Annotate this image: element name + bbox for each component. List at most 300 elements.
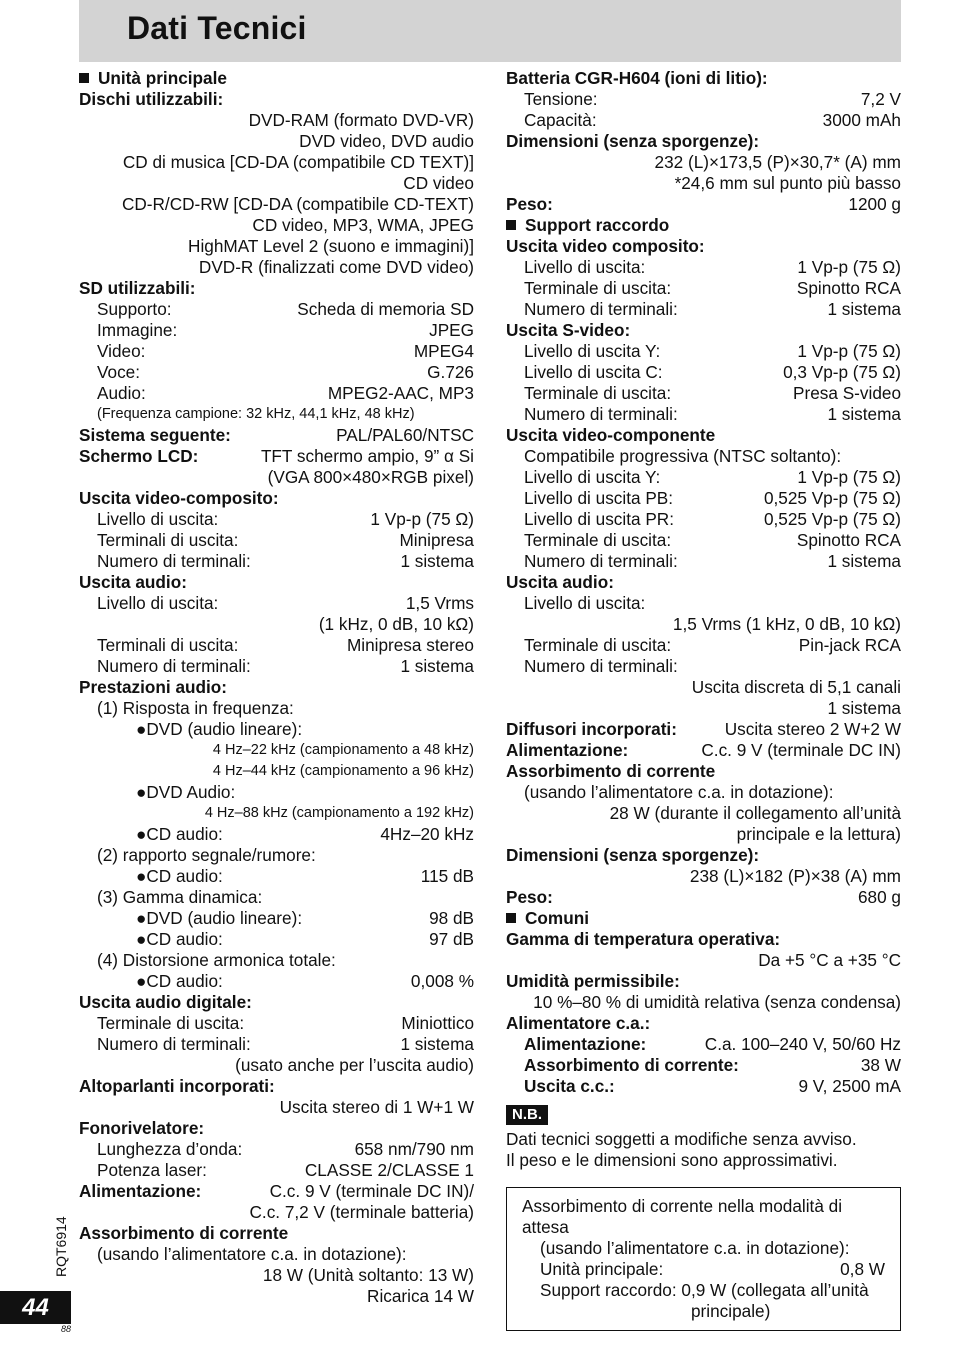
spec-value: 4 Hz–88 kHz (campionamento a 192 kHz): [204, 805, 474, 821]
spec-value: 1 sistema: [827, 551, 901, 571]
spec-label: [524, 530, 671, 551]
spec-heading: [79, 992, 252, 1013]
spec-value: 232 (L)×173,5 (P)×30,7* (A) mm: [654, 152, 901, 172]
spec-label-text: Support raccordo: [525, 215, 670, 235]
spec-value: 1 sistema: [827, 404, 901, 424]
spec-line: [79, 614, 474, 635]
spec-label-text: ●CD audio:: [136, 866, 223, 886]
spec-label-text: Assorbimento di corrente nella modalità di: [522, 1196, 843, 1216]
spec-label-text: Alimentazione:: [506, 740, 629, 760]
spec-label-text: Uscita audio:: [506, 572, 614, 592]
spec-label: [136, 908, 302, 929]
spec-label: [524, 257, 645, 278]
spec-line: [522, 1259, 885, 1280]
spec-label: [524, 383, 671, 404]
spec-label: [540, 1280, 869, 1301]
spec-line: [79, 488, 474, 509]
spec-value: Presa S-video: [793, 383, 901, 403]
spec-heading: [79, 89, 223, 110]
spec-line: [79, 1160, 474, 1181]
spec-value: 98 dB: [429, 908, 474, 928]
spec-label-text: Tensione:: [524, 89, 598, 109]
spec-value: 38 W: [860, 1055, 901, 1075]
spec-line: [79, 383, 474, 404]
spec-line: [506, 677, 901, 698]
spec-label: [97, 1034, 251, 1055]
nb-line: [506, 1129, 901, 1150]
spec-label: [97, 341, 145, 362]
spec-label-text: Terminale di uscita:: [524, 383, 672, 403]
spec-line: [79, 1034, 474, 1055]
spec-label: [97, 299, 172, 320]
spec-label: [524, 404, 678, 425]
spec-line: [79, 509, 474, 530]
spec-line: [506, 320, 901, 341]
spec-label: [97, 887, 262, 908]
spec-line: [79, 425, 474, 446]
spec-label: [97, 362, 140, 383]
spec-label: [691, 1301, 770, 1322]
spec-value: 0,008 %: [410, 971, 474, 991]
spec-heading: [506, 68, 768, 89]
title-bar: [79, 0, 901, 62]
spec-line: [506, 908, 901, 929]
spec-value: C.c. 9 V (terminale DC IN): [701, 740, 901, 760]
spec-line: [79, 341, 474, 362]
spec-value: 10 %–80 % di umidità relativa (senza condensa): [533, 992, 901, 1012]
spec-value: 1200 g: [848, 194, 901, 214]
spec-line: [506, 866, 901, 887]
spec-label: [97, 1160, 207, 1181]
spec-label-text: Diffusori incorporati:: [506, 719, 677, 739]
spec-label: [97, 635, 238, 656]
spec-value: 0,8 W: [840, 1259, 885, 1279]
spec-value: 4 Hz–44 kHz (campionamento a 96 kHz): [212, 763, 474, 779]
spec-value: 658 nm/790 nm: [354, 1139, 474, 1159]
spec-heading: [524, 1034, 646, 1055]
spec-label-text: Comuni: [525, 908, 589, 928]
spec-value: 680 g: [857, 887, 901, 907]
spec-value: PAL/PAL60/NTSC: [336, 425, 474, 445]
spec-line: [79, 530, 474, 551]
spec-value: (usato anche per l’uscita audio): [235, 1055, 474, 1075]
spec-line: [79, 467, 474, 488]
spec-line: [79, 1139, 474, 1160]
spec-label-text: Peso:: [506, 194, 553, 214]
spec-line: [506, 215, 901, 236]
spec-line: [506, 761, 901, 782]
spec-heading: [506, 929, 780, 950]
spec-line: [506, 887, 901, 908]
spec-value: 1 sistema: [400, 1034, 474, 1054]
spec-value: 7,2 V: [860, 89, 901, 109]
spec-line: [506, 299, 901, 320]
spec-line: [506, 635, 901, 656]
spec-line: [506, 845, 901, 866]
spec-label: [97, 656, 251, 677]
spec-label-text: Terminali di uscita:: [97, 635, 239, 655]
spec-label-text: Numero di terminali:: [524, 299, 678, 319]
spec-heading: [79, 278, 196, 299]
spec-line: [522, 1280, 885, 1301]
spec-line: [506, 572, 901, 593]
spec-value: Spinotto RCA: [796, 278, 901, 298]
spec-heading: [79, 488, 279, 509]
spec-line: [506, 509, 901, 530]
spec-label: [522, 1217, 569, 1238]
spec-line: [79, 677, 474, 698]
spec-heading: [506, 908, 589, 929]
spec-value: 1 sistema: [827, 299, 901, 319]
spec-value: Spinotto RCA: [796, 530, 901, 550]
spec-heading: [506, 236, 705, 257]
spec-label-text: principale): [691, 1301, 771, 1321]
spec-label: [524, 635, 671, 656]
spec-value: 97 dB: [429, 929, 474, 949]
spec-heading: [79, 1076, 275, 1097]
spec-line: [506, 593, 901, 614]
spec-label-text: Terminale di uscita:: [524, 278, 672, 298]
spec-value: Uscita stereo di 1 W+1 W: [279, 1097, 474, 1117]
spec-label-text: Livello di uscita:: [524, 593, 646, 613]
square-bullet-icon: [79, 73, 89, 83]
spec-line: [79, 404, 474, 425]
spec-line: [79, 89, 474, 110]
spec-line: [79, 152, 474, 173]
spec-label-text: Uscita audio:: [79, 572, 187, 592]
spec-label-text: (usando l’alimentatore c.a. in dotazione):: [524, 782, 834, 802]
spec-value: MPEG4: [413, 341, 474, 361]
spec-label: [524, 341, 660, 362]
spec-line: [506, 1076, 901, 1097]
spec-line: [79, 173, 474, 194]
spec-label: [524, 110, 597, 131]
standby-consumption-box: [506, 1187, 901, 1331]
spec-value: CD video: [403, 173, 474, 193]
spec-label-text: SD utilizzabili:: [79, 278, 196, 298]
spec-heading: [506, 887, 553, 908]
spec-label-text: (usando l’alimentatore c.a. in dotazione):: [97, 1244, 407, 1264]
spec-label-text: Uscita video-componente: [506, 425, 716, 445]
spec-value: 0,525 Vp-p (75 Ω): [763, 488, 901, 508]
spec-line: [79, 572, 474, 593]
spec-label: [97, 1244, 407, 1265]
spec-value: C.c. 7,2 V (terminale batteria): [249, 1202, 474, 1222]
spec-line: [506, 278, 901, 299]
spec-label: [97, 950, 336, 971]
spec-label: [540, 1238, 850, 1259]
spec-label-text: Assorbimento di corrente: [506, 761, 716, 781]
spec-label-text: Alimentatore c.a.:: [506, 1013, 651, 1033]
page-title: Dati Tecnici: [127, 10, 307, 46]
spec-value: 1 Vp-p (75 Ω): [797, 467, 901, 487]
spec-line: [506, 446, 901, 467]
spec-label: [524, 446, 841, 467]
spec-line: [506, 341, 901, 362]
spec-line: [79, 1244, 474, 1265]
spec-value: Ricarica 14 W: [367, 1286, 474, 1306]
spec-value: 1 Vp-p (75 Ω): [797, 257, 901, 277]
spec-label-text: (4) Distorsione armonica totale:: [97, 950, 336, 970]
spec-line: [506, 971, 901, 992]
spec-heading: [506, 740, 628, 761]
spec-label-text: (usando l’alimentatore c.a. in dotazione):: [540, 1238, 850, 1258]
spec-value: C.c. 9 V (terminale DC IN)/: [269, 1181, 474, 1201]
spec-line: [522, 1196, 885, 1217]
spec-line: [79, 950, 474, 971]
spec-label-text: Uscita c.c.:: [524, 1076, 615, 1096]
spec-label: [97, 530, 238, 551]
spec-value: CD video, MP3, WMA, JPEG: [252, 215, 474, 235]
spec-value: (VGA 800×480×RGB pixel): [267, 467, 474, 487]
spec-line: [79, 362, 474, 383]
spec-line: [506, 173, 901, 194]
spec-heading: [79, 446, 198, 467]
spec-label-text: Alimentazione:: [79, 1181, 202, 1201]
spec-value: Uscita stereo 2 W+2 W: [724, 719, 901, 739]
document-code: RQT6914: [53, 1216, 69, 1277]
spec-value: Scheda di memoria SD: [297, 299, 474, 319]
spec-label-text: Voce:: [97, 362, 141, 382]
spec-label-text: Numero di terminali:: [97, 656, 251, 676]
spec-line: [79, 719, 474, 740]
spec-line: [506, 551, 901, 572]
square-bullet-icon: [506, 220, 516, 230]
spec-label-text: ●DVD Audio:: [136, 782, 236, 802]
spec-heading: [506, 971, 680, 992]
spec-label: [524, 509, 674, 530]
spec-label-text: Umidità permissibile:: [506, 971, 680, 991]
spec-line: [79, 278, 474, 299]
spec-line: [79, 845, 474, 866]
spec-value: 28 W (durante il collegamento all’unità: [609, 803, 901, 823]
spec-line: [79, 887, 474, 908]
spec-label: [97, 845, 316, 866]
spec-label: [136, 929, 223, 950]
spec-line: [506, 152, 901, 173]
spec-label-text: Alimentazione:: [524, 1034, 647, 1054]
spec-label-text: Numero di terminali:: [524, 551, 678, 571]
spec-label-text: Terminale di uscita:: [524, 635, 672, 655]
spec-line: [506, 89, 901, 110]
spec-label-text: Numero di terminali:: [524, 656, 678, 676]
spec-label: [97, 320, 177, 341]
spec-value: JPEG: [429, 320, 474, 340]
spec-value: MPEG2-AAC, MP3: [327, 383, 474, 403]
spec-value: 3000 mAh: [822, 110, 901, 130]
spec-line: [506, 1055, 901, 1076]
spec-value: 1 sistema: [400, 656, 474, 676]
spec-line: [506, 131, 901, 152]
spec-label-text: Compatibile progressiva (NTSC soltanto):: [524, 446, 842, 466]
spec-label-text: Potenza laser:: [97, 1160, 207, 1180]
spec-value: C.a. 100–240 V, 50/60 Hz: [704, 1034, 901, 1054]
spec-label: [524, 782, 834, 803]
spec-line: [506, 803, 901, 824]
nb-line-text: Dati tecnici soggetti a modifiche senza avviso.: [506, 1129, 857, 1149]
spec-value: 4Hz–20 kHz: [380, 824, 474, 844]
spec-line: [79, 1181, 474, 1202]
spec-value: TFT schermo ampio, 9” α Si: [260, 446, 474, 466]
spec-line: [79, 299, 474, 320]
spec-label: [97, 593, 218, 614]
spec-value: DVD video, DVD audio: [299, 131, 474, 151]
spec-line: [79, 1223, 474, 1244]
spec-label: [524, 362, 663, 383]
spec-label-text: Livello di uscita:: [97, 509, 219, 529]
spec-value: G.726: [427, 362, 474, 382]
spec-line: [522, 1301, 885, 1322]
spec-label-text: Assorbimento di corrente: [79, 1223, 289, 1243]
spec-line: [506, 950, 901, 971]
spec-label-text: Livello di uscita C:: [524, 362, 663, 382]
spec-label-text: Livello di uscita:: [524, 257, 646, 277]
page-number: 44: [0, 1291, 71, 1324]
spec-label-text: Dimensioni (senza sporgenze):: [506, 131, 760, 151]
spec-heading: [506, 719, 677, 740]
spec-label-text: Livello di uscita Y:: [524, 341, 661, 361]
spec-label-text: (2) rapporto segnale/rumore:: [97, 845, 316, 865]
spec-label-text: Numero di terminali:: [97, 1034, 251, 1054]
spec-label: [524, 467, 660, 488]
spec-line: [506, 698, 901, 719]
spec-label-text: (Frequenza campione: 32 kHz, 44,1 kHz, 48 kHz): [97, 406, 415, 422]
spec-label: [524, 656, 678, 677]
spec-label-text: Livello di uscita PR:: [524, 509, 674, 529]
spec-heading: [506, 572, 614, 593]
spec-line: [79, 698, 474, 719]
spec-line: [79, 1076, 474, 1097]
spec-label-text: Dischi utilizzabili:: [79, 89, 224, 109]
spec-line: [79, 1118, 474, 1139]
spec-value: 1 sistema: [400, 551, 474, 571]
spec-heading: [79, 677, 227, 698]
spec-line: [79, 194, 474, 215]
spec-line: [522, 1238, 885, 1259]
spec-line: [79, 131, 474, 152]
spec-heading: [506, 194, 553, 215]
spec-line: [79, 1202, 474, 1223]
spec-line: [79, 68, 474, 89]
spec-label-text: Prestazioni audio:: [79, 677, 228, 697]
spec-value: 4 Hz–22 kHz (campionamento a 48 kHz): [212, 742, 474, 758]
spec-line: [79, 593, 474, 614]
spec-value: Da +5 °C a +35 °C: [758, 950, 901, 970]
spec-label-text: ●CD audio:: [136, 824, 223, 844]
spec-line: [79, 551, 474, 572]
spec-line: [79, 1055, 474, 1076]
spec-heading: [524, 1055, 739, 1076]
spec-line: [79, 1097, 474, 1118]
spec-value: (1 kHz, 0 dB, 10 kΩ): [318, 614, 474, 634]
spec-label: [136, 782, 235, 803]
spec-line: [79, 992, 474, 1013]
spec-value: CD di musica [CD-DA (compatibile CD TEXT)]: [122, 152, 474, 172]
spec-label: [524, 89, 598, 110]
spec-label-text: Uscita video-composito:: [79, 488, 279, 508]
spec-line: [79, 803, 474, 824]
spec-value: 1 Vp-p (75 Ω): [370, 509, 474, 529]
spec-value: 238 (L)×182 (P)×38 (A) mm: [689, 866, 901, 886]
spec-label: [136, 866, 223, 887]
spec-line: [79, 257, 474, 278]
spec-label-text: Livello di uscita PB:: [524, 488, 674, 508]
spec-line: [79, 320, 474, 341]
spec-value: 0,525 Vp-p (75 Ω): [763, 509, 901, 529]
spec-line: [506, 530, 901, 551]
nb-line: [506, 1150, 901, 1171]
spec-value: 1 sistema: [827, 698, 901, 718]
spec-heading: [79, 425, 231, 446]
spec-value: 9 V, 2500 mA: [798, 1076, 901, 1096]
spec-heading: [79, 572, 187, 593]
spec-value: principale e la lettura): [736, 824, 901, 844]
spec-line: [506, 656, 901, 677]
spec-value: 1,5 Vrms: [405, 593, 474, 613]
spec-heading: [506, 131, 759, 152]
spec-line: [506, 614, 901, 635]
spec-line: [506, 992, 901, 1013]
spec-label-text: Immagine:: [97, 320, 178, 340]
spec-label: [524, 593, 645, 614]
spec-value: Miniottico: [401, 1013, 474, 1033]
spec-line: [79, 236, 474, 257]
spec-value: 1,5 Vrms (1 kHz, 0 dB, 10 kΩ): [672, 614, 901, 634]
spec-label-text: ●DVD (audio lineare):: [136, 719, 303, 739]
spec-label: [524, 551, 678, 572]
spec-label-text: (3) Gamma dinamica:: [97, 887, 263, 907]
spec-label-text: Support raccordo: 0,9 W (collegata all’unità: [540, 1280, 869, 1300]
spec-line: [506, 425, 901, 446]
left-column: [79, 68, 474, 1307]
spec-value: 1 Vp-p (75 Ω): [797, 341, 901, 361]
spec-line: [79, 929, 474, 950]
spec-label: [540, 1259, 663, 1280]
spec-value: Pin-jack RCA: [798, 635, 901, 655]
spec-line: [506, 467, 901, 488]
spec-line: [506, 782, 901, 803]
spec-label: [136, 719, 302, 740]
spec-line: [522, 1217, 885, 1238]
spec-label-text: Gamma di temperatura operativa:: [506, 929, 781, 949]
spec-label-text: Unità principale:: [540, 1259, 664, 1279]
spec-value: Uscita discreta di 5,1 canali: [691, 677, 901, 697]
spec-label: [524, 299, 678, 320]
spec-label: [97, 404, 415, 425]
spec-heading: [506, 425, 715, 446]
spec-value: 18 W (Unità soltanto: 13 W): [262, 1265, 474, 1285]
spec-label-text: Uscita video composito:: [506, 236, 705, 256]
spec-heading: [506, 215, 669, 236]
spec-heading: [506, 1013, 650, 1034]
spec-label-text: Supporto:: [97, 299, 172, 319]
spec-line: [506, 236, 901, 257]
spec-label: [136, 971, 223, 992]
spec-line: [79, 1286, 474, 1307]
spec-label-text: (1) Risposta in frequenza:: [97, 698, 294, 718]
spec-label-text: Uscita S-video:: [506, 320, 631, 340]
spec-line: [506, 740, 901, 761]
spec-label-text: Assorbimento di corrente:: [524, 1055, 739, 1075]
spec-heading: [79, 68, 227, 89]
spec-label-text: Terminale di uscita:: [97, 1013, 245, 1033]
spec-label: [522, 1196, 842, 1217]
spec-line: [506, 1013, 901, 1034]
spec-line: [79, 971, 474, 992]
spec-label: [97, 551, 251, 572]
spec-line: [79, 110, 474, 131]
spec-value: HighMAT Level 2 (suono e immagini)]: [188, 236, 474, 256]
